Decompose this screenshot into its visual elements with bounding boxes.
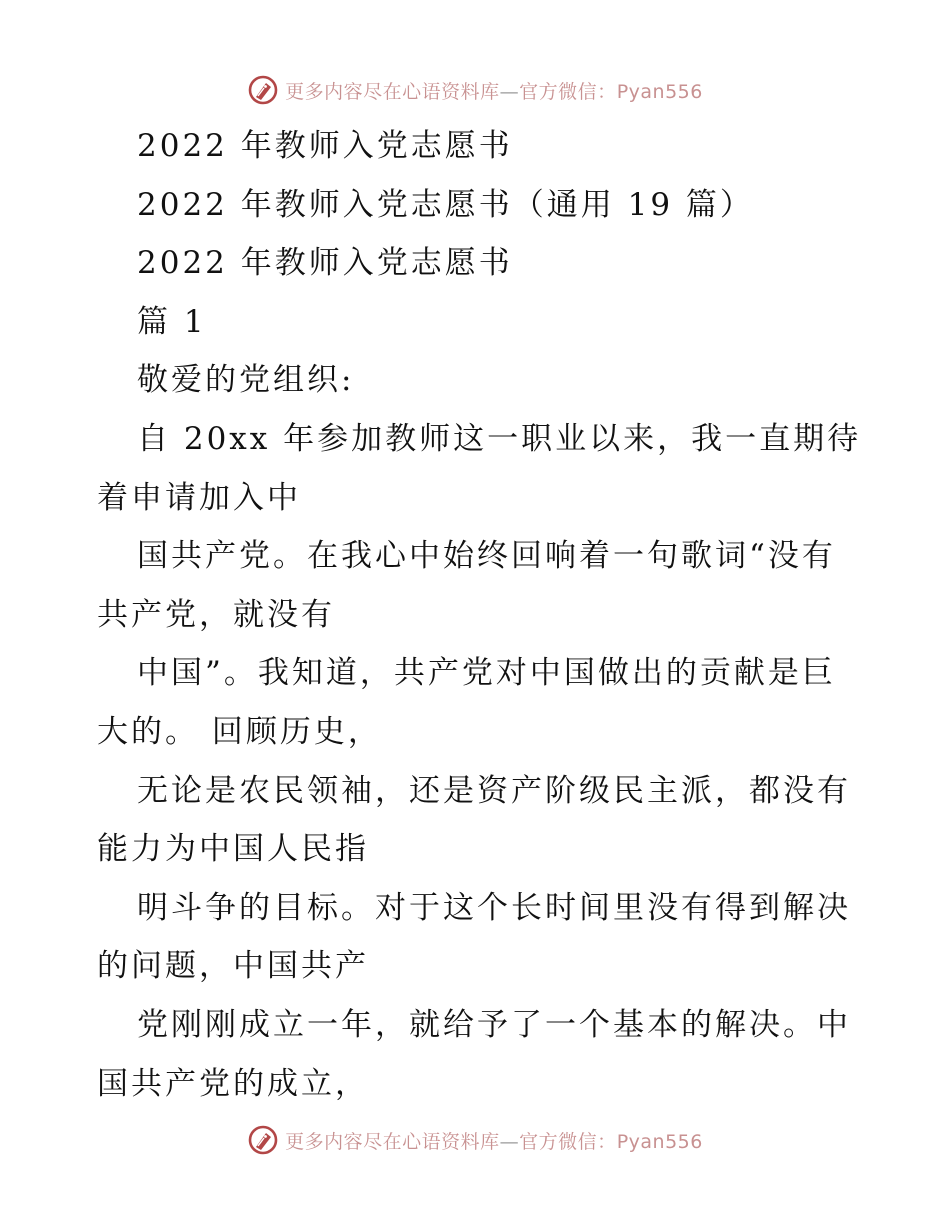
text-line: 自 20xx 年参加教师这一职业以来，我一直期待	[137, 420, 862, 457]
header-banner-content	[247, 74, 703, 106]
text-line: 明斗争的目标。对于这个长时间里没有得到解决	[137, 889, 851, 926]
text-line: 篇 1	[137, 303, 207, 340]
text-line: 的问题，中国共产	[97, 948, 369, 985]
banner-main-text: 更多内容尽在心语资料库	[285, 80, 500, 103]
banner-sub-text: 官方微信：	[519, 80, 617, 103]
text-line: 中国”。我知道，共产党对中国做出的贡献是巨	[137, 655, 836, 692]
banner-main-text: 更多内容尽在心语资料库	[285, 1130, 500, 1153]
header-banner-text	[285, 77, 703, 104]
footer-banner-text	[285, 1127, 703, 1154]
text-line: 2022 年教师入党志愿书（通用 19 篇）	[137, 186, 754, 223]
text-line: 着申请加入中	[97, 479, 301, 516]
text-line: 2022 年教师入党志愿书	[137, 128, 513, 164]
banner-sub-text: 官方微信：	[519, 1130, 617, 1153]
banner-account: Pyan556	[616, 1130, 703, 1153]
text-line: 共产党，就没有	[97, 596, 335, 633]
text-line: 2022 年教师入党志愿书	[137, 245, 513, 282]
text-line: 党刚刚成立一年，就给予了一个基本的解决。中	[137, 1006, 851, 1043]
text-line: 能力为中国人民指	[97, 831, 369, 868]
document-body	[97, 117, 862, 1113]
text-line: 国共产党的成立，	[97, 1065, 369, 1102]
text-line: 敬爱的党组织:	[137, 362, 355, 399]
banner-dash: —	[499, 80, 520, 103]
pen-nib-logo-icon	[247, 74, 279, 106]
text-line: 大的。 回顾历史，	[97, 713, 382, 750]
pen-nib-logo-icon	[247, 1124, 279, 1156]
footer-banner	[0, 1120, 950, 1160]
header-banner	[0, 70, 950, 110]
banner-dash: —	[499, 1130, 520, 1153]
text-line: 无论是农民领袖，还是资产阶级民主派，都没有	[137, 772, 851, 809]
banner-account: Pyan556	[616, 80, 703, 103]
text-line: 国共产党。在我心中始终回响着一句歌词“没有	[137, 538, 836, 575]
footer-banner-content	[247, 1124, 703, 1156]
